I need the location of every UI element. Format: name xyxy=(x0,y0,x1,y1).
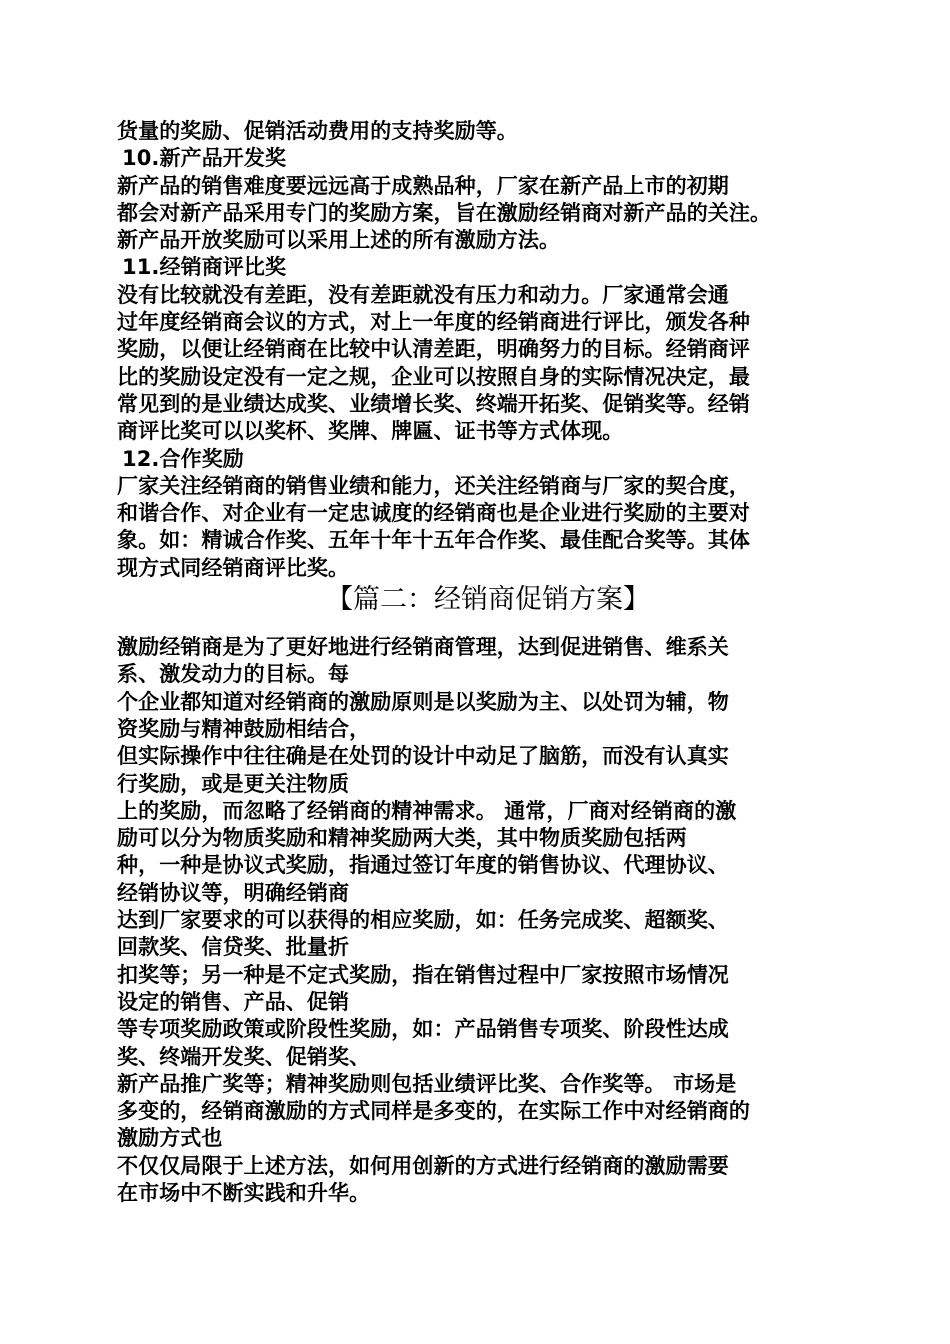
text-line: 新产品的销售难度要远远高于成熟品种，厂家在新产品上市的初期 xyxy=(117,173,729,198)
text-line: 达到厂家要求的可以获得的相应奖励，如：任务完成奖、超额奖、 xyxy=(117,908,729,933)
text-line: 新产品推广奖等；精神奖励则包括业绩评比奖、合作奖等。 市场是 xyxy=(117,1071,737,1096)
text-line: 个企业都知道对经销商的激励原则是以奖励为主、以处罚为辅，物 xyxy=(117,689,729,714)
item-heading-12: 12.合作奖励 xyxy=(122,446,244,471)
text-line: 多变的，经销商激励的方式同样是多变的，在实际工作中对经销商的 xyxy=(117,1099,750,1124)
section-two xyxy=(117,634,839,1207)
text-line: 激励经销商是为了更好地进行经销商管理，达到促进销售、维系关 xyxy=(117,635,729,660)
text-line: 资奖励与精神鼓励相结合， xyxy=(117,716,371,741)
text-line: 厂家关注经销商的销售业绩和能力，还关注经销商与厂家的契合度， xyxy=(117,473,750,498)
text-line: 奖、终端开发奖、促销奖、 xyxy=(117,1044,371,1069)
text-line: 新产品开放奖励可以采用上述的所有激励方法。 xyxy=(117,228,561,253)
text-line: 在市场中不断实践和升华。 xyxy=(117,1180,371,1205)
text-line: 系、激发动力的目标。每 xyxy=(117,662,350,687)
text-line: 励可以分为物质奖励和精神奖励两大类，其中物质奖励包括两 xyxy=(117,826,687,851)
text-line: 不仅仅局限于上述方法，如何用创新的方式进行经销商的激励需要 xyxy=(117,1153,729,1178)
text-line: 扣奖等；另一种是不定式奖励，指在销售过程中厂家按照市场情况 xyxy=(117,962,729,987)
text-line: 奖励，以便让经销商在比较中认清差距，明确努力的目标。经销商评 xyxy=(117,337,750,362)
text-line: 比的奖励设定没有一定之规，企业可以按照自身的实际情况决定，最 xyxy=(117,364,750,389)
text-line: 常见到的是业绩达成奖、业绩增长奖、终端开拓奖、促销奖等。经销 xyxy=(117,391,750,416)
text-line: 经销协议等，明确经销商 xyxy=(117,880,350,905)
text-line: 回款奖、信贷奖、批量折 xyxy=(117,935,350,960)
text-line: 和谐合作、对企业有一定忠诚度的经销商也是企业进行奖励的主要对 xyxy=(117,501,750,526)
item-heading-10: 10.新产品开发奖 xyxy=(122,146,287,171)
text-line: 现方式同经销商评比奖。 xyxy=(117,555,350,580)
text-line: 没有比较就没有差距，没有差距就没有压力和动力。厂家通常会通 xyxy=(117,282,729,307)
text-line: 等专项奖励政策或阶段性奖励，如：产品销售专项奖、阶段性达成 xyxy=(117,1017,729,1042)
item-heading-11: 11.经销商评比奖 xyxy=(122,255,287,280)
text-line: 过年度经销商会议的方式，对上一年度的经销商进行评比，颁发各种 xyxy=(117,310,750,335)
text-line: 行奖励，或是更关注物质 xyxy=(117,771,350,796)
section-one xyxy=(117,118,839,582)
text-line: 商评比奖可以以奖杯、奖牌、牌匾、证书等方式体现。 xyxy=(117,419,624,444)
document-body xyxy=(117,118,839,1207)
section-two-title: 【篇二：经销商促销方案】 xyxy=(326,584,650,616)
text-line: 上的奖励，而忽略了经销商的精神需求。 通常，厂商对经销商的激 xyxy=(117,798,737,823)
text-line: 都会对新产品采用专门的奖励方案，旨在激励经销商对新产品的关注。 xyxy=(117,200,772,225)
text-line: 种，一种是协议式奖励，指通过签订年度的销售协议、代理协议、 xyxy=(117,853,729,878)
text-line: 但实际操作中往往确是在处罚的设计中动足了脑筋，而没有认真实 xyxy=(117,744,729,769)
text-line: 象。如：精诚合作奖、五年十年十五年合作奖、最佳配合奖等。其体 xyxy=(117,528,750,553)
text-line: 设定的销售、产品、促销 xyxy=(117,989,350,1014)
text-line: 货量的奖励、促销活动费用的支持奖励等。 xyxy=(117,119,518,143)
text-line: 激励方式也 xyxy=(117,1126,223,1151)
